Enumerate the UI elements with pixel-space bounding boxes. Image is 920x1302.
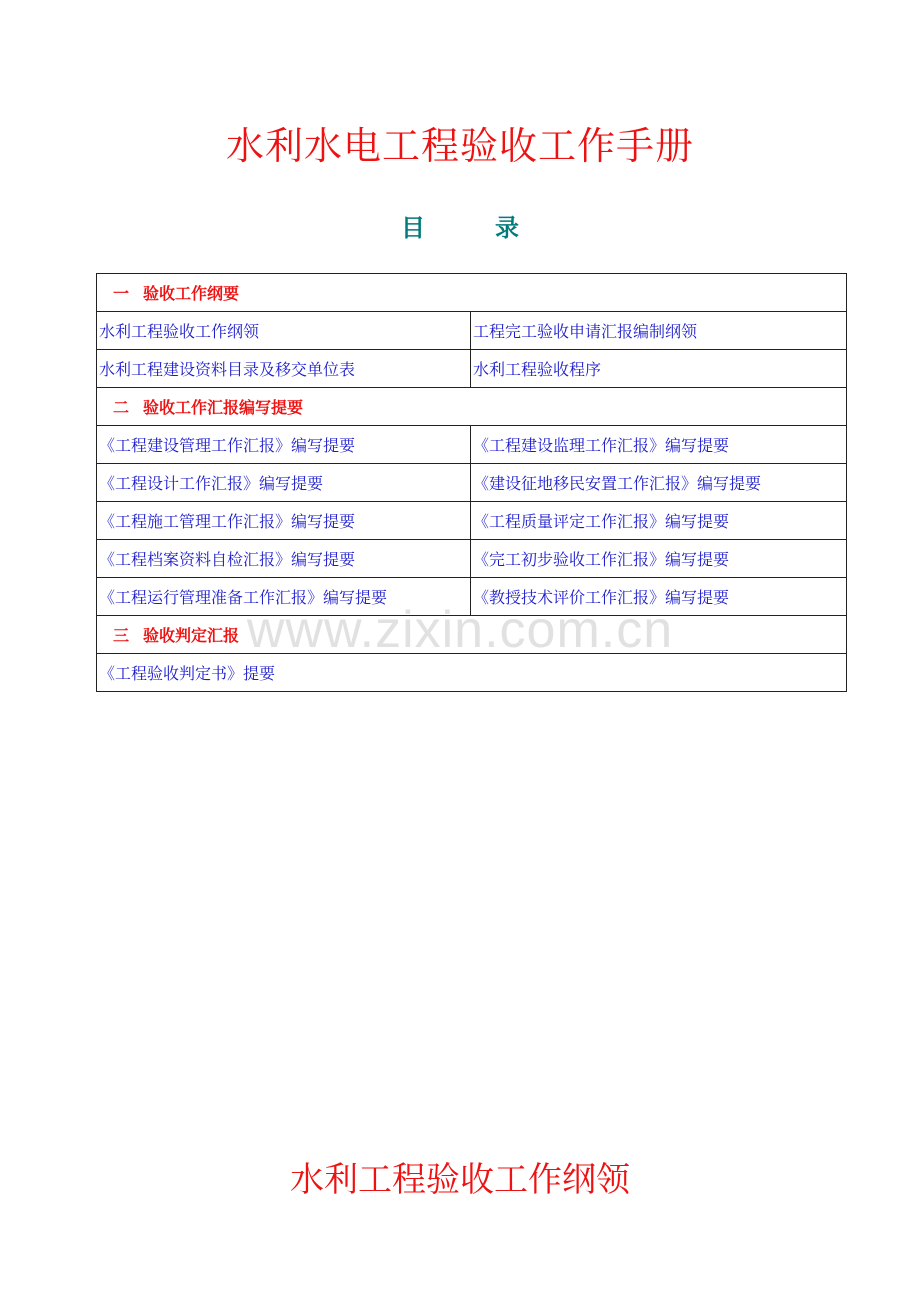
next-section-title: 水利工程验收工作纲领 [290,1160,630,1200]
toc-table [96,273,847,692]
toc-entry[interactable]: 水利工程验收工作纲领 [97,312,471,350]
section-header-1[interactable] [97,274,847,312]
watermark: www.zixin.com.cn [246,601,674,659]
table-row [97,654,847,692]
toc-entry[interactable]: 工程完工验收申请汇报编制纲领 [471,312,847,350]
section-title: 验收工作纲要 [143,284,240,303]
toc-entry[interactable]: 《工程施工管理工作汇报》编写提要 [97,502,471,540]
toc-heading [0,208,920,248]
toc-entry[interactable]: 《工程建设监理工作汇报》编写提要 [471,426,847,464]
table-row [97,426,847,464]
toc-heading-char-1: 目 [401,213,425,242]
table-row [97,540,847,578]
section-row [97,616,847,654]
section-row [97,274,847,312]
section-header-3[interactable] [97,616,847,654]
toc-entry[interactable]: 水利工程验收程序 [471,350,847,388]
section-number: 二 [113,398,130,417]
table-row [97,578,847,616]
toc-entry[interactable]: 《教授技术评价工作汇报》编写提要 [471,578,847,616]
section-title: 验收判定汇报 [143,626,240,645]
table-row [97,350,847,388]
page-title: 水利水电工程验收工作手册 [225,124,694,168]
toc-entry[interactable]: 《工程运行管理准备工作汇报》编写提要 [97,578,471,616]
table-row [97,312,847,350]
toc-entry[interactable]: 《完工初步验收工作汇报》编写提要 [471,540,847,578]
toc-entry[interactable]: 《建设征地移民安置工作汇报》编写提要 [471,464,847,502]
toc-entry[interactable]: 《工程建设管理工作汇报》编写提要 [97,426,471,464]
table-row [97,464,847,502]
toc-entry[interactable]: 水利工程建设资料目录及移交单位表 [97,350,471,388]
section-row [97,388,847,426]
section-header-2[interactable] [97,388,847,426]
section-title: 验收工作汇报编写提要 [143,398,304,417]
table-row [97,502,847,540]
toc-entry[interactable]: 《工程设计工作汇报》编写提要 [97,464,471,502]
toc-heading-char-2: 录 [495,213,519,242]
section-number: 一 [113,284,130,303]
toc-entry[interactable]: 《工程验收判定书》提要 [97,654,847,692]
toc-entry[interactable]: 《工程质量评定工作汇报》编写提要 [471,502,847,540]
toc-entry[interactable]: 《工程档案资料自检汇报》编写提要 [97,540,471,578]
section-number: 三 [113,626,130,645]
